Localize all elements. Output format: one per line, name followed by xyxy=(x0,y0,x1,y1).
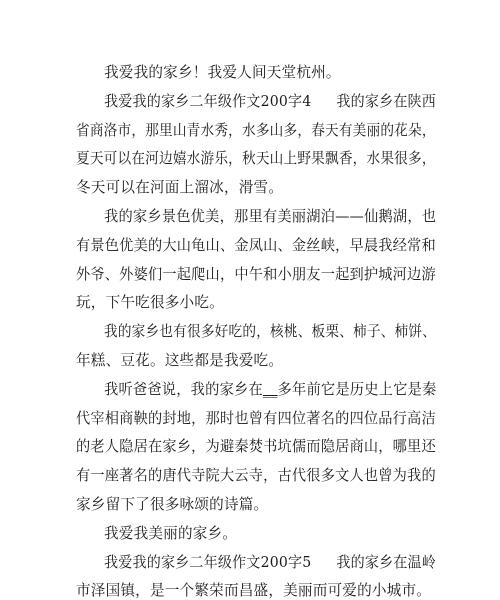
paragraph-line: 的老人隐居在家乡，为避秦焚书坑儒而隐居商山，哪里还 xyxy=(76,438,436,456)
paragraph-line: 代宰相商鞅的封地，那时也曾有四位著名的四位品行高洁 xyxy=(76,409,436,427)
essay-heading-line xyxy=(104,92,437,111)
paragraph-line xyxy=(104,380,437,399)
paragraph-line: 省商洛市，那里山青水秀，水多山多，春天有美丽的花朵， xyxy=(76,121,436,139)
paragraph-text: 我听爸爸说，我的家乡在 xyxy=(104,380,263,398)
paragraph-line: 我爱我的家乡！我爱人间天堂杭州。 xyxy=(104,64,341,81)
paragraph-line: 有景色优美的大山龟山、金凤山、金丝峡，早晨我经常和 xyxy=(76,236,436,254)
paragraph-line: 我的家乡景色优美，那里有美丽湖泊——仙鹅湖，也 xyxy=(104,208,437,225)
paragraph-line: 市泽国镇，是一个繁荣而昌盛，美丽而可爱的小城市。 xyxy=(76,582,432,600)
paragraph-line: 外爷、外婆们一起爬山，中午和小朋友一起到护城河边游 xyxy=(76,265,436,283)
paragraph-line: 年糕、豆花。这些都是我爱吃。 xyxy=(76,352,284,369)
paragraph-line: 有一座著名的唐代寺院大云寺，古代很多文人也曾为我的 xyxy=(76,467,436,485)
paragraph-line: 玩，下午吃很多小吃。 xyxy=(76,294,224,312)
paragraph-text: 多年前它是历史上它是秦 xyxy=(277,380,437,398)
paragraph-line: 夏天可以在河边嬉水游乐，秋天山上野果飘香，水果很多， xyxy=(76,150,436,168)
paragraph-start: 我的家乡在温岭 xyxy=(336,553,437,571)
paragraph-line: 冬天可以在河面上溜冰，滑雪。 xyxy=(76,179,284,197)
essay-title: 我爱我的家乡二年级作文200字4 xyxy=(104,92,312,110)
paragraph-start: 我的家乡在陕西 xyxy=(336,92,437,110)
blank-underline: __ xyxy=(262,380,278,398)
paragraph-line: 我的家乡也有很多好吃的，核桃、板栗、柿子、柿饼、 xyxy=(104,323,437,341)
paragraph-line: 我爱我美丽的家乡。 xyxy=(104,524,238,542)
essay-title: 我爱我的家乡二年级作文200字5 xyxy=(104,553,312,571)
essay-heading-line xyxy=(104,553,437,572)
paragraph-line: 家乡留下了很多咏颂的诗篇。 xyxy=(76,496,269,513)
